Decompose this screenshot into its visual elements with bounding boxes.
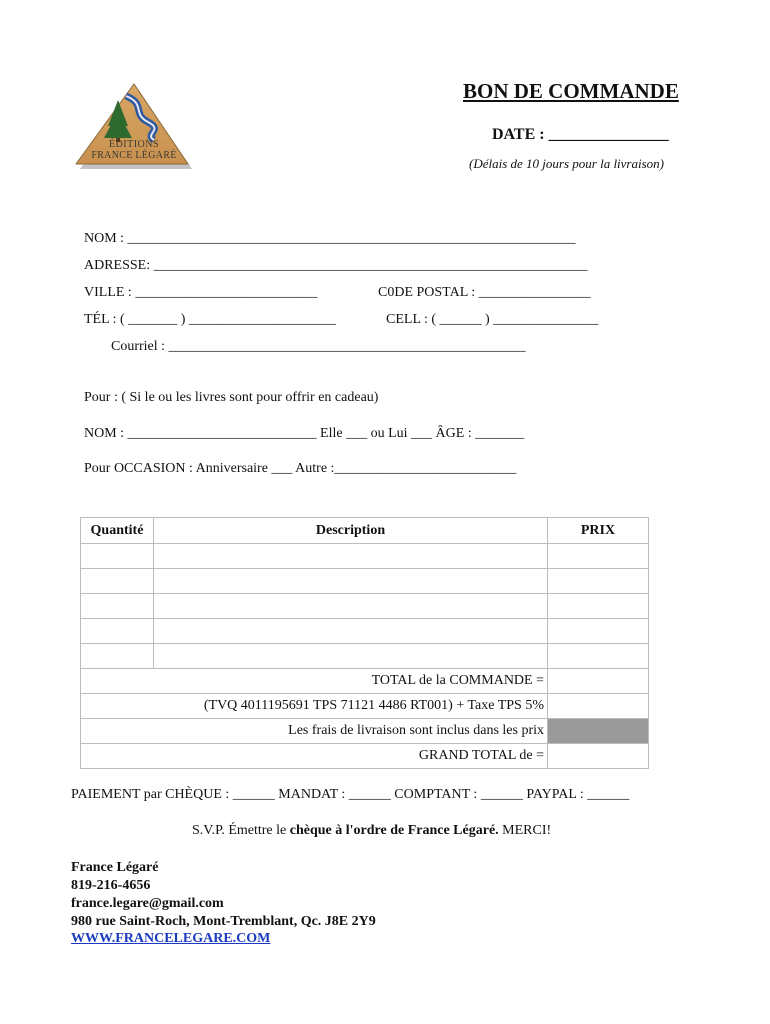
grand-total-row	[81, 744, 649, 769]
quantity-cell[interactable]	[81, 569, 154, 594]
gift-note: Pour : ( Si le ou les livres sont pour offrir en cadeau)	[84, 390, 379, 405]
delivery-delay-note: (Délais de 10 jours pour la livraison)	[469, 156, 664, 171]
quantity-cell[interactable]	[81, 644, 154, 669]
description-cell[interactable]	[154, 569, 548, 594]
name-field[interactable]: NOM : ________________________________________________________________	[84, 231, 576, 246]
contact-phone: 819-216-4656	[71, 878, 151, 893]
email-field[interactable]: Courriel : ___________________________________________________	[111, 339, 526, 354]
table-row[interactable]	[81, 644, 649, 669]
editions-logo	[74, 82, 194, 174]
grand-total-label: GRAND TOTAL de =	[81, 744, 548, 769]
payment-methods-line[interactable]: PAIEMENT par CHÈQUE : ______ MANDAT : ______ COMPTANT : ______ PAYPAL : ______	[71, 787, 630, 802]
total-value-cell[interactable]	[548, 669, 649, 694]
contact-name: France Légaré	[71, 860, 159, 875]
price-cell[interactable]	[548, 569, 649, 594]
date-field[interactable]: DATE : _______________	[492, 126, 669, 143]
quantity-cell[interactable]	[81, 619, 154, 644]
contact-address: 980 rue Saint-Roch, Mont-Tremblant, Qc. J8E 2Y9	[71, 914, 376, 929]
cheque-instructions-payee: chèque à l'ordre de France Légaré.	[289, 823, 499, 838]
description-cell[interactable]	[154, 619, 548, 644]
logo-text-name: FRANCE LÉGARÉ	[91, 150, 177, 161]
total-row	[81, 669, 649, 694]
address-field[interactable]: ADRESSE: ______________________________________________________________	[84, 258, 588, 273]
column-header-price: PRIX	[548, 518, 649, 544]
price-cell[interactable]	[548, 619, 649, 644]
cheque-instructions	[192, 823, 551, 839]
table-row[interactable]	[81, 544, 649, 569]
quantity-cell[interactable]	[81, 544, 154, 569]
tax-label: (TVQ 4011195691 TPS 71121 4486 RT001) + Taxe TPS 5%	[81, 694, 548, 719]
table-row[interactable]	[81, 569, 649, 594]
shipping-label: Les frais de livraison sont inclus dans les prix	[81, 719, 548, 744]
description-cell[interactable]	[154, 594, 548, 619]
gift-occasion-field[interactable]: Pour OCCASION : Anniversaire ___ Autre :__________________________	[84, 461, 517, 476]
tax-row	[81, 694, 649, 719]
cheque-instructions-prefix: S.V.P. Émettre le	[192, 823, 290, 838]
cheque-instructions-suffix: MERCI!	[498, 823, 552, 838]
order-table	[80, 517, 649, 769]
tax-value-cell[interactable]	[548, 694, 649, 719]
grand-total-value-cell[interactable]	[548, 744, 649, 769]
city-field[interactable]: VILLE : __________________________	[84, 285, 318, 300]
table-header-row	[81, 518, 649, 544]
total-label: TOTAL de la COMMANDE =	[81, 669, 548, 694]
postal-code-field[interactable]: C0DE POSTAL : ________________	[378, 285, 591, 300]
phone-field[interactable]: TÉL : ( _______ ) _____________________	[84, 312, 336, 327]
gift-recipient-field[interactable]: NOM : ___________________________ Elle ___ ou Lui ___ ÂGE : _______	[84, 426, 525, 441]
website-link[interactable]: WWW.FRANCELEGARE.COM	[71, 931, 271, 946]
price-cell[interactable]	[548, 644, 649, 669]
price-cell[interactable]	[548, 594, 649, 619]
page-title: BON DE COMMANDE	[463, 79, 679, 103]
description-cell[interactable]	[154, 544, 548, 569]
logo-text-editions: ÉDITIONS	[108, 139, 160, 150]
price-cell[interactable]	[548, 544, 649, 569]
cell-field[interactable]: CELL : ( ______ ) _______________	[386, 312, 599, 327]
quantity-cell[interactable]	[81, 594, 154, 619]
description-cell[interactable]	[154, 644, 548, 669]
column-header-description: Description	[154, 518, 548, 544]
column-header-quantity: Quantité	[81, 518, 154, 544]
shipping-row	[81, 719, 649, 744]
shipping-value-cell	[548, 719, 649, 744]
table-row[interactable]	[81, 594, 649, 619]
table-row[interactable]	[81, 619, 649, 644]
contact-email[interactable]: france.legare@gmail.com	[71, 896, 224, 911]
